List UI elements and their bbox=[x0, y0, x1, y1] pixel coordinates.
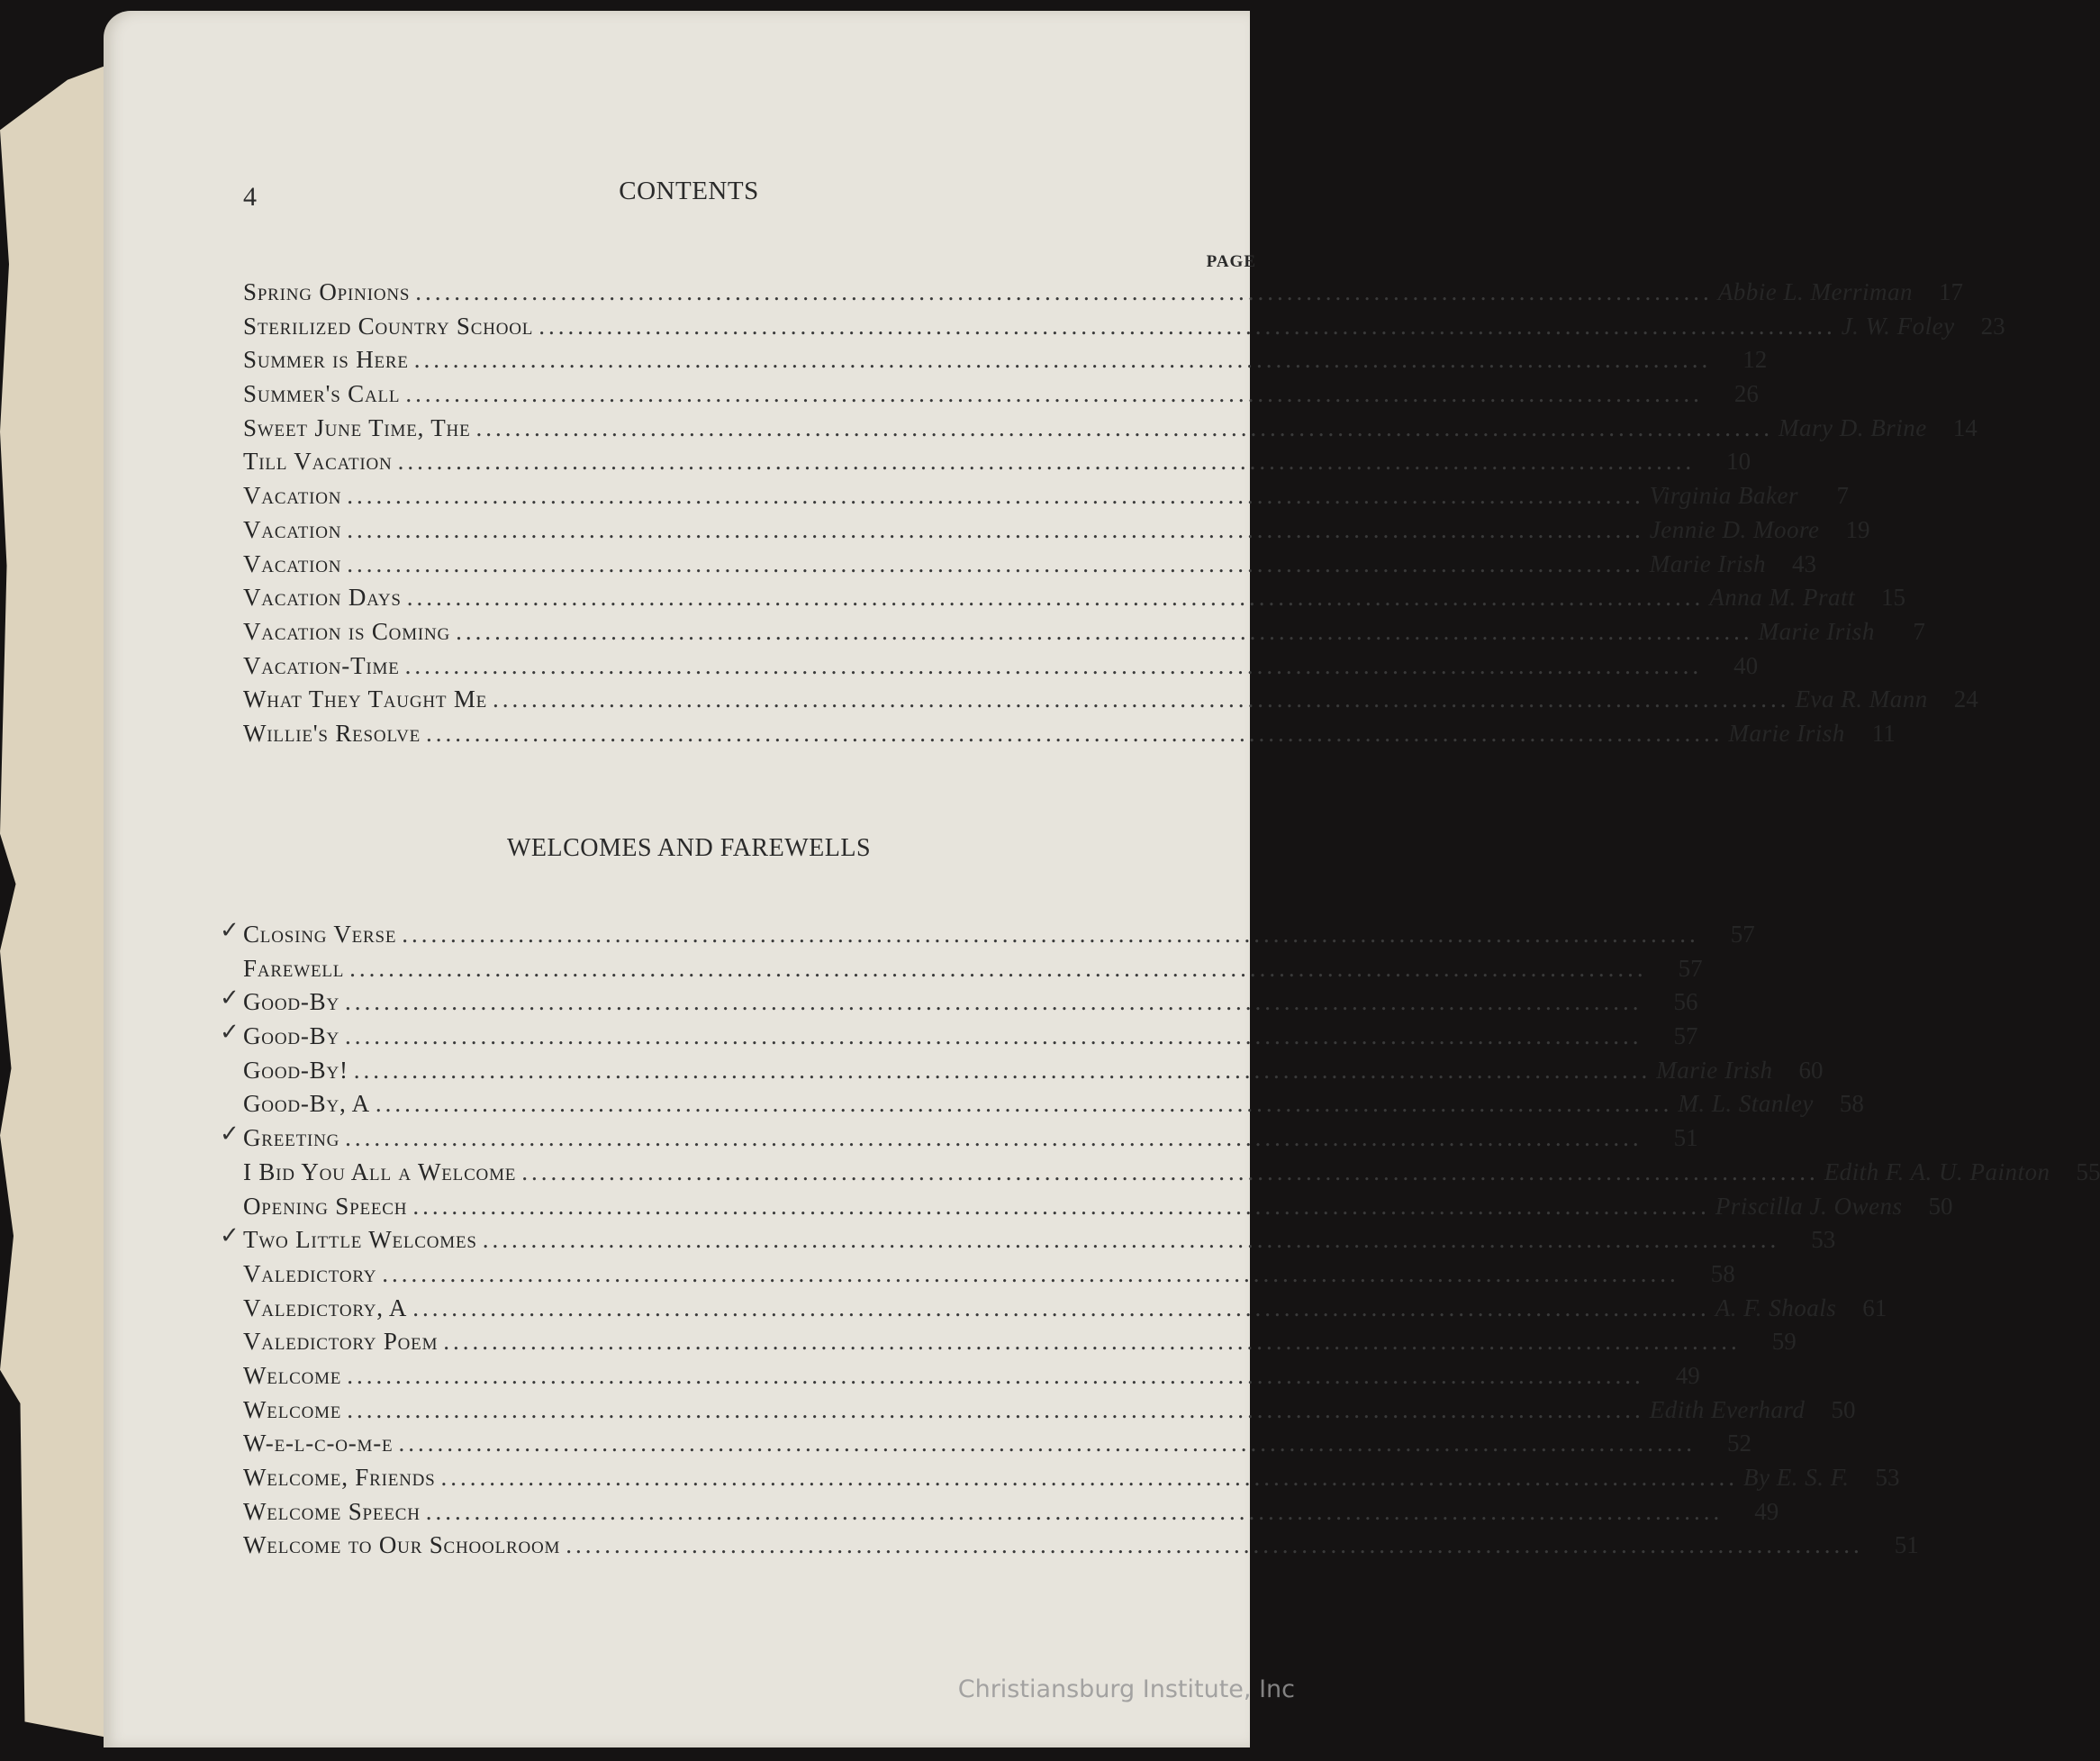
toc-entry bbox=[243, 651, 1759, 686]
check-mark-icon: ✓ bbox=[220, 985, 240, 1012]
section-title-welcomes: WELCOMES AND FAREWELLS bbox=[506, 834, 872, 862]
entry-page-number: 57 bbox=[1678, 954, 1703, 982]
dot-leader bbox=[405, 380, 1703, 408]
dot-leader bbox=[412, 1294, 1710, 1322]
toc-entry bbox=[220, 985, 1698, 1022]
dot-leader bbox=[476, 414, 1774, 442]
entry-page-number: 7 bbox=[1913, 617, 1925, 645]
entry-page-number: 10 bbox=[1726, 448, 1752, 476]
check-mark-icon: ✓ bbox=[220, 1222, 240, 1249]
entry-author: Marie Irish bbox=[1728, 719, 1845, 747]
entry-page-number: 26 bbox=[1733, 380, 1759, 408]
dot-leader bbox=[347, 550, 1644, 578]
dot-leader bbox=[347, 482, 1644, 510]
entry-author: Priscilla J. Owens bbox=[1715, 1192, 1903, 1220]
entry-page-number: 40 bbox=[1733, 651, 1759, 679]
toc-entry bbox=[243, 413, 1978, 449]
entry-title: Valedictory Poem bbox=[243, 1328, 439, 1356]
entry-page-number: 58 bbox=[1710, 1259, 1735, 1287]
toc-entry bbox=[243, 954, 1703, 989]
toc-entry bbox=[243, 1192, 1953, 1227]
entry-author: Edith F. A. U. Painton bbox=[1824, 1157, 2050, 1185]
toc-entry bbox=[243, 482, 1850, 516]
dot-leader bbox=[347, 1362, 1644, 1390]
toc-entry bbox=[243, 1464, 1900, 1498]
entry-title: Good-By bbox=[243, 1022, 339, 1050]
entry-page-number: 17 bbox=[1938, 278, 1963, 305]
dot-leader bbox=[414, 346, 1712, 374]
toc-entry bbox=[243, 1157, 2100, 1193]
entry-title: Two Little Welcomes bbox=[243, 1226, 477, 1254]
toc-entry bbox=[243, 380, 1759, 414]
dot-leader bbox=[412, 1193, 1710, 1221]
entry-title: Vacation bbox=[243, 515, 342, 543]
entry-page-number: 55 bbox=[2076, 1157, 2100, 1185]
entry-page-number: 51 bbox=[1894, 1531, 1919, 1559]
entry-page-number: 15 bbox=[1881, 584, 1906, 612]
entry-page-number: 50 bbox=[1928, 1192, 1953, 1220]
entry-title: Till Vacation bbox=[243, 448, 393, 476]
toc-entry bbox=[243, 719, 1896, 754]
entry-title: Valedictory bbox=[243, 1259, 377, 1287]
dot-leader bbox=[345, 1124, 1643, 1152]
entry-title: Summer's Call bbox=[243, 380, 401, 408]
entry-page-number: 53 bbox=[1811, 1226, 1836, 1254]
entry-page-number: 11 bbox=[1871, 719, 1896, 747]
entry-title: I Bid You All a Welcome bbox=[243, 1157, 517, 1185]
entry-author: Marie Irish bbox=[1758, 617, 1875, 645]
entry-author: Eva R. Mann bbox=[1795, 685, 1928, 713]
entry-title: Vacation bbox=[243, 549, 342, 577]
toc-entry bbox=[243, 515, 1870, 550]
toc-entry bbox=[243, 1259, 1735, 1294]
entry-page-number: 57 bbox=[1730, 921, 1755, 948]
entry-title: Closing Verse bbox=[243, 921, 397, 948]
entry-page-number: 61 bbox=[1862, 1294, 1887, 1321]
dot-leader bbox=[443, 1328, 1741, 1356]
toc-entry bbox=[243, 1395, 1856, 1430]
page-title: CONTENTS bbox=[619, 177, 759, 205]
entry-page-number: 53 bbox=[1875, 1464, 1900, 1491]
entry-author: By E. S. F. bbox=[1743, 1464, 1850, 1491]
page-number: 4 bbox=[243, 182, 257, 212]
toc-entry bbox=[220, 917, 1755, 955]
entry-page-number: 12 bbox=[1742, 346, 1768, 374]
entry-author: M. L. Stanley bbox=[1678, 1090, 1814, 1118]
entry-title: Good-By, A bbox=[243, 1090, 370, 1118]
entry-page-number: 56 bbox=[1673, 988, 1698, 1016]
dot-leader bbox=[426, 1498, 1724, 1526]
entry-page-number: 19 bbox=[1845, 515, 1870, 543]
entry-author: J. W. Foley bbox=[1841, 312, 1955, 340]
entry-page-number: 49 bbox=[1675, 1361, 1700, 1389]
toc-entry bbox=[243, 346, 1768, 380]
entry-title: Valedictory, A bbox=[243, 1294, 408, 1321]
dot-leader bbox=[539, 313, 1836, 340]
entry-title: Vacation Days bbox=[243, 584, 402, 612]
contents-list-welcomes bbox=[220, 917, 2100, 1566]
dot-leader bbox=[441, 1464, 1739, 1492]
dot-leader bbox=[347, 516, 1644, 544]
entry-author: Marie Irish bbox=[1649, 549, 1767, 577]
entry-author: Abbie L. Merriman bbox=[1717, 278, 1913, 305]
entry-page-number: 7 bbox=[1836, 482, 1850, 510]
dot-leader bbox=[398, 1430, 1696, 1457]
entry-title: Spring Opinions bbox=[243, 278, 411, 305]
entry-title: Sweet June Time, The bbox=[243, 413, 471, 441]
watermark: Christiansburg Institute, Inc bbox=[957, 1675, 1295, 1703]
dot-leader bbox=[345, 988, 1643, 1016]
toc-entry bbox=[243, 617, 1925, 652]
dot-leader bbox=[415, 278, 1713, 306]
toc-entry bbox=[243, 685, 1978, 720]
entry-title: Welcome bbox=[243, 1395, 342, 1423]
entry-title: Vacation is Coming bbox=[243, 617, 451, 645]
entry-author: Edith Everhard bbox=[1649, 1395, 1806, 1423]
entry-title: Sterilized Country School bbox=[243, 312, 534, 340]
toc-entry bbox=[243, 448, 1752, 482]
entry-page-number: 50 bbox=[1831, 1395, 1856, 1423]
dot-leader bbox=[354, 1057, 1652, 1085]
entry-page-number: 57 bbox=[1673, 1022, 1698, 1050]
entry-title: Vacation-Time bbox=[243, 651, 400, 679]
entry-page-number: 23 bbox=[1980, 312, 2005, 340]
dot-leader bbox=[402, 921, 1699, 949]
entry-title: Welcome to Our Schoolroom bbox=[243, 1531, 561, 1559]
check-mark-icon: ✓ bbox=[220, 1121, 240, 1148]
dot-leader bbox=[521, 1158, 1819, 1186]
entry-title: Farewell bbox=[243, 954, 345, 982]
dot-leader bbox=[407, 584, 1705, 612]
entry-title: Welcome bbox=[243, 1361, 342, 1389]
entry-page-number: 59 bbox=[1771, 1328, 1797, 1356]
entry-title: What They Taught Me bbox=[243, 685, 488, 713]
entry-title: Opening Speech bbox=[243, 1192, 408, 1220]
entry-title: Good-By! bbox=[243, 1056, 348, 1084]
torn-page-edge bbox=[0, 63, 113, 1738]
entry-author: Marie Irish bbox=[1656, 1056, 1773, 1084]
entry-title: Summer is Here bbox=[243, 346, 409, 374]
toc-entry bbox=[243, 1294, 1887, 1329]
entry-title: Good-By bbox=[243, 988, 339, 1016]
check-mark-icon: ✓ bbox=[220, 917, 240, 943]
entry-author: Anna M. Pratt bbox=[1709, 584, 1856, 612]
toc-entry bbox=[243, 1531, 1919, 1566]
dot-leader bbox=[566, 1531, 1863, 1559]
toc-entry bbox=[220, 1121, 1698, 1158]
dot-leader bbox=[376, 1090, 1673, 1118]
dot-leader bbox=[456, 618, 1753, 646]
toc-entry bbox=[243, 1430, 1752, 1464]
page-column-label: PAGE bbox=[1206, 252, 1256, 271]
book-page bbox=[104, 11, 2100, 1747]
entry-title: Greeting bbox=[243, 1124, 340, 1152]
toc-entry bbox=[220, 1222, 1836, 1260]
contents-list-main bbox=[243, 278, 2005, 754]
entry-title: Vacation bbox=[243, 482, 342, 510]
dot-leader bbox=[398, 448, 1696, 476]
toc-entry bbox=[243, 584, 1906, 618]
dot-leader bbox=[426, 720, 1724, 748]
entry-title: Welcome, Friends bbox=[243, 1464, 436, 1491]
entry-author: A. F. Shoals bbox=[1715, 1294, 1837, 1321]
entry-page-number: 43 bbox=[1792, 549, 1817, 577]
toc-entry bbox=[243, 1497, 1779, 1532]
check-mark-icon: ✓ bbox=[220, 1019, 240, 1046]
dot-leader bbox=[483, 1226, 1780, 1254]
entry-page-number: 49 bbox=[1754, 1497, 1779, 1525]
toc-entry bbox=[220, 1019, 1698, 1057]
entry-author: Mary D. Brine bbox=[1779, 413, 1927, 441]
dot-leader bbox=[493, 685, 1790, 713]
entry-title: Welcome Speech bbox=[243, 1497, 421, 1525]
toc-entry bbox=[243, 1090, 1864, 1124]
toc-entry bbox=[243, 1328, 1797, 1362]
toc-entry bbox=[243, 312, 2005, 347]
entry-title: Willie's Resolve bbox=[243, 719, 421, 747]
entry-author: Jennie D. Moore bbox=[1649, 515, 1820, 543]
entry-page-number: 58 bbox=[1839, 1090, 1864, 1118]
entry-title: W-e-l-c-o-m-e bbox=[243, 1430, 394, 1457]
dot-leader bbox=[347, 1396, 1644, 1424]
toc-entry bbox=[243, 549, 1817, 585]
entry-author: Virginia Baker bbox=[1649, 482, 1799, 510]
entry-page-number: 24 bbox=[1953, 685, 1978, 713]
dot-leader bbox=[345, 1022, 1643, 1050]
dot-leader bbox=[349, 955, 1647, 983]
dot-leader bbox=[405, 652, 1703, 680]
entry-page-number: 52 bbox=[1726, 1430, 1752, 1457]
entry-page-number: 51 bbox=[1673, 1124, 1698, 1152]
entry-page-number: 60 bbox=[1798, 1056, 1824, 1084]
toc-entry bbox=[243, 1056, 1824, 1091]
dot-leader bbox=[382, 1260, 1679, 1288]
entry-page-number: 14 bbox=[1952, 413, 1978, 441]
toc-entry bbox=[243, 278, 1963, 313]
toc-entry bbox=[243, 1361, 1700, 1396]
